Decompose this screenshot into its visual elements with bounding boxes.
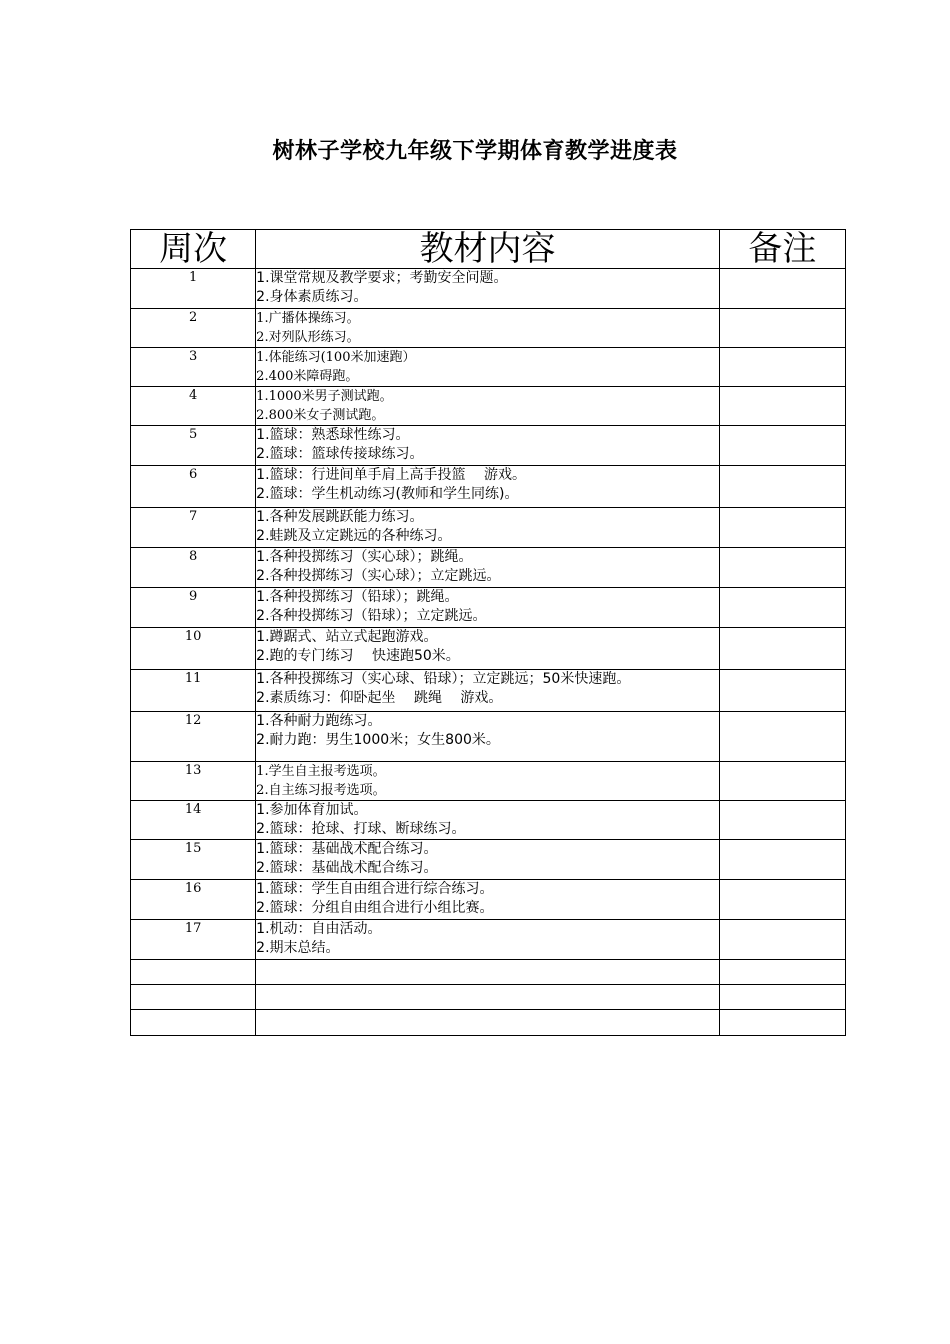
content-cell [256,801,720,840]
content-line: 2.篮球：基础战术配合练习。 [256,860,438,876]
table-row [131,387,846,426]
content-line: 1.各种发展跳跃能力练习。 [256,509,424,525]
note-cell [719,426,845,466]
note-cell [719,670,845,712]
note-cell [719,548,845,588]
table-row [131,426,846,466]
content-line: 2.期末总结。 [256,940,340,956]
note-cell [719,508,845,548]
note-cell [719,1010,845,1036]
week-cell: 11 [131,670,256,712]
content-line: 2.对列队形练习。 [256,330,360,345]
content-line: 1.篮球：行进间单手肩上高手投篮 游戏。 [256,467,526,483]
header-content: 教材内容 [256,230,720,269]
table-row [131,508,846,548]
content-cell [256,426,720,466]
table-row [131,466,846,508]
week-cell [131,960,256,985]
content-line: 1.机动：自由活动。 [256,921,382,937]
table-row [131,712,846,762]
content-line: 2.篮球：抢球、打球、断球练习。 [256,821,466,837]
week-cell: 17 [131,920,256,960]
content-line: 1.1000米男子测试跑。 [256,389,393,404]
week-cell [131,985,256,1010]
content-line: 2.篮球：分组自由组合进行小组比赛。 [256,900,494,916]
note-cell [719,466,845,508]
content-cell [256,960,720,985]
page-title: 树林子学校九年级下学期体育教学进度表 [272,139,678,164]
note-cell [719,880,845,920]
content-line: 1.课堂常规及教学要求；考勤安全问题。 [256,270,508,286]
table-row [131,985,846,1010]
content-cell [256,670,720,712]
content-cell [256,348,720,387]
content-cell [256,920,720,960]
note-cell [719,712,845,762]
content-line: 2.各种投掷练习（铅球）；立定跳远。 [256,608,487,624]
content-line: 1.各种耐力跑练习。 [256,713,382,729]
content-cell [256,712,720,762]
note-cell [719,628,845,670]
content-cell [256,548,720,588]
content-cell [256,588,720,628]
week-cell: 9 [131,588,256,628]
content-line: 1.体能练习(100米加速跑） [256,350,416,365]
table-row [131,801,846,840]
content-line: 1.学生自主报考选项。 [256,764,386,779]
week-cell: 5 [131,426,256,466]
table-row [131,840,846,880]
table-row [131,920,846,960]
note-cell [719,588,845,628]
content-line: 2.蛙跳及立定跳远的各种练习。 [256,528,452,544]
table-row [131,628,846,670]
note-cell [719,269,845,309]
table-row [131,269,846,309]
header-week: 周次 [131,230,256,269]
content-line: 1.各种投掷练习（实心球）；跳绳。 [256,549,473,565]
content-cell [256,269,720,309]
content-line: 2.身体素质练习。 [256,289,368,305]
content-line: 1.各种投掷练习（铅球）；跳绳。 [256,589,459,605]
note-cell [719,840,845,880]
content-line: 1.篮球：学生自由组合进行综合练习。 [256,881,494,897]
header-row [131,230,846,269]
schedule-table [130,229,846,1036]
note-cell [719,348,845,387]
header-note: 备注 [719,230,845,269]
week-cell: 14 [131,801,256,840]
week-cell: 13 [131,762,256,801]
week-cell: 15 [131,840,256,880]
content-cell [256,985,720,1010]
note-cell [719,762,845,801]
table-row [131,1010,846,1036]
content-cell [256,466,720,508]
table-row [131,309,846,348]
content-line: 2.800米女子测试跑。 [256,408,385,423]
content-cell [256,309,720,348]
note-cell [719,387,845,426]
table-row [131,588,846,628]
table-row [131,880,846,920]
content-line: 2.跑的专门练习 快速跑50米。 [256,648,460,664]
content-line: 1.参加体育加试。 [256,802,368,818]
content-line: 2.篮球：学生机动练习(教师和学生同练)。 [256,486,519,502]
content-cell [256,387,720,426]
content-line: 2.自主练习报考选项。 [256,783,386,798]
week-cell: 7 [131,508,256,548]
content-line: 1.蹲踞式、站立式起跑游戏。 [256,629,438,645]
week-cell: 3 [131,348,256,387]
content-line: 2.400米障碍跑。 [256,369,359,384]
content-cell [256,1010,720,1036]
note-cell [719,960,845,985]
content-line: 1.篮球：基础战术配合练习。 [256,841,438,857]
note-cell [719,801,845,840]
note-cell [719,309,845,348]
week-cell: 12 [131,712,256,762]
content-cell [256,508,720,548]
note-cell [719,920,845,960]
table-row [131,762,846,801]
content-line: 1.各种投掷练习（实心球、铅球）；立定跳远；50米快速跑。 [256,671,631,687]
table-row [131,348,846,387]
week-cell: 10 [131,628,256,670]
content-cell [256,840,720,880]
content-line: 2.素质练习：仰卧起坐 跳绳 游戏。 [256,690,503,706]
week-cell: 16 [131,880,256,920]
week-cell: 4 [131,387,256,426]
content-line: 1.篮球：熟悉球性练习。 [256,427,410,443]
week-cell: 8 [131,548,256,588]
content-line: 2.各种投掷练习（实心球）；立定跳远。 [256,568,501,584]
week-cell: 2 [131,309,256,348]
week-cell [131,1010,256,1036]
content-cell [256,880,720,920]
content-line: 2.耐力跑：男生1000米；女生800米。 [256,732,500,748]
week-cell: 1 [131,269,256,309]
content-cell [256,628,720,670]
content-line: 2.篮球：篮球传接球练习。 [256,446,424,462]
table-row [131,548,846,588]
table-row [131,670,846,712]
content-line: 1.广播体操练习。 [256,311,360,326]
week-cell: 6 [131,466,256,508]
table-row [131,960,846,985]
content-cell [256,762,720,801]
note-cell [719,985,845,1010]
